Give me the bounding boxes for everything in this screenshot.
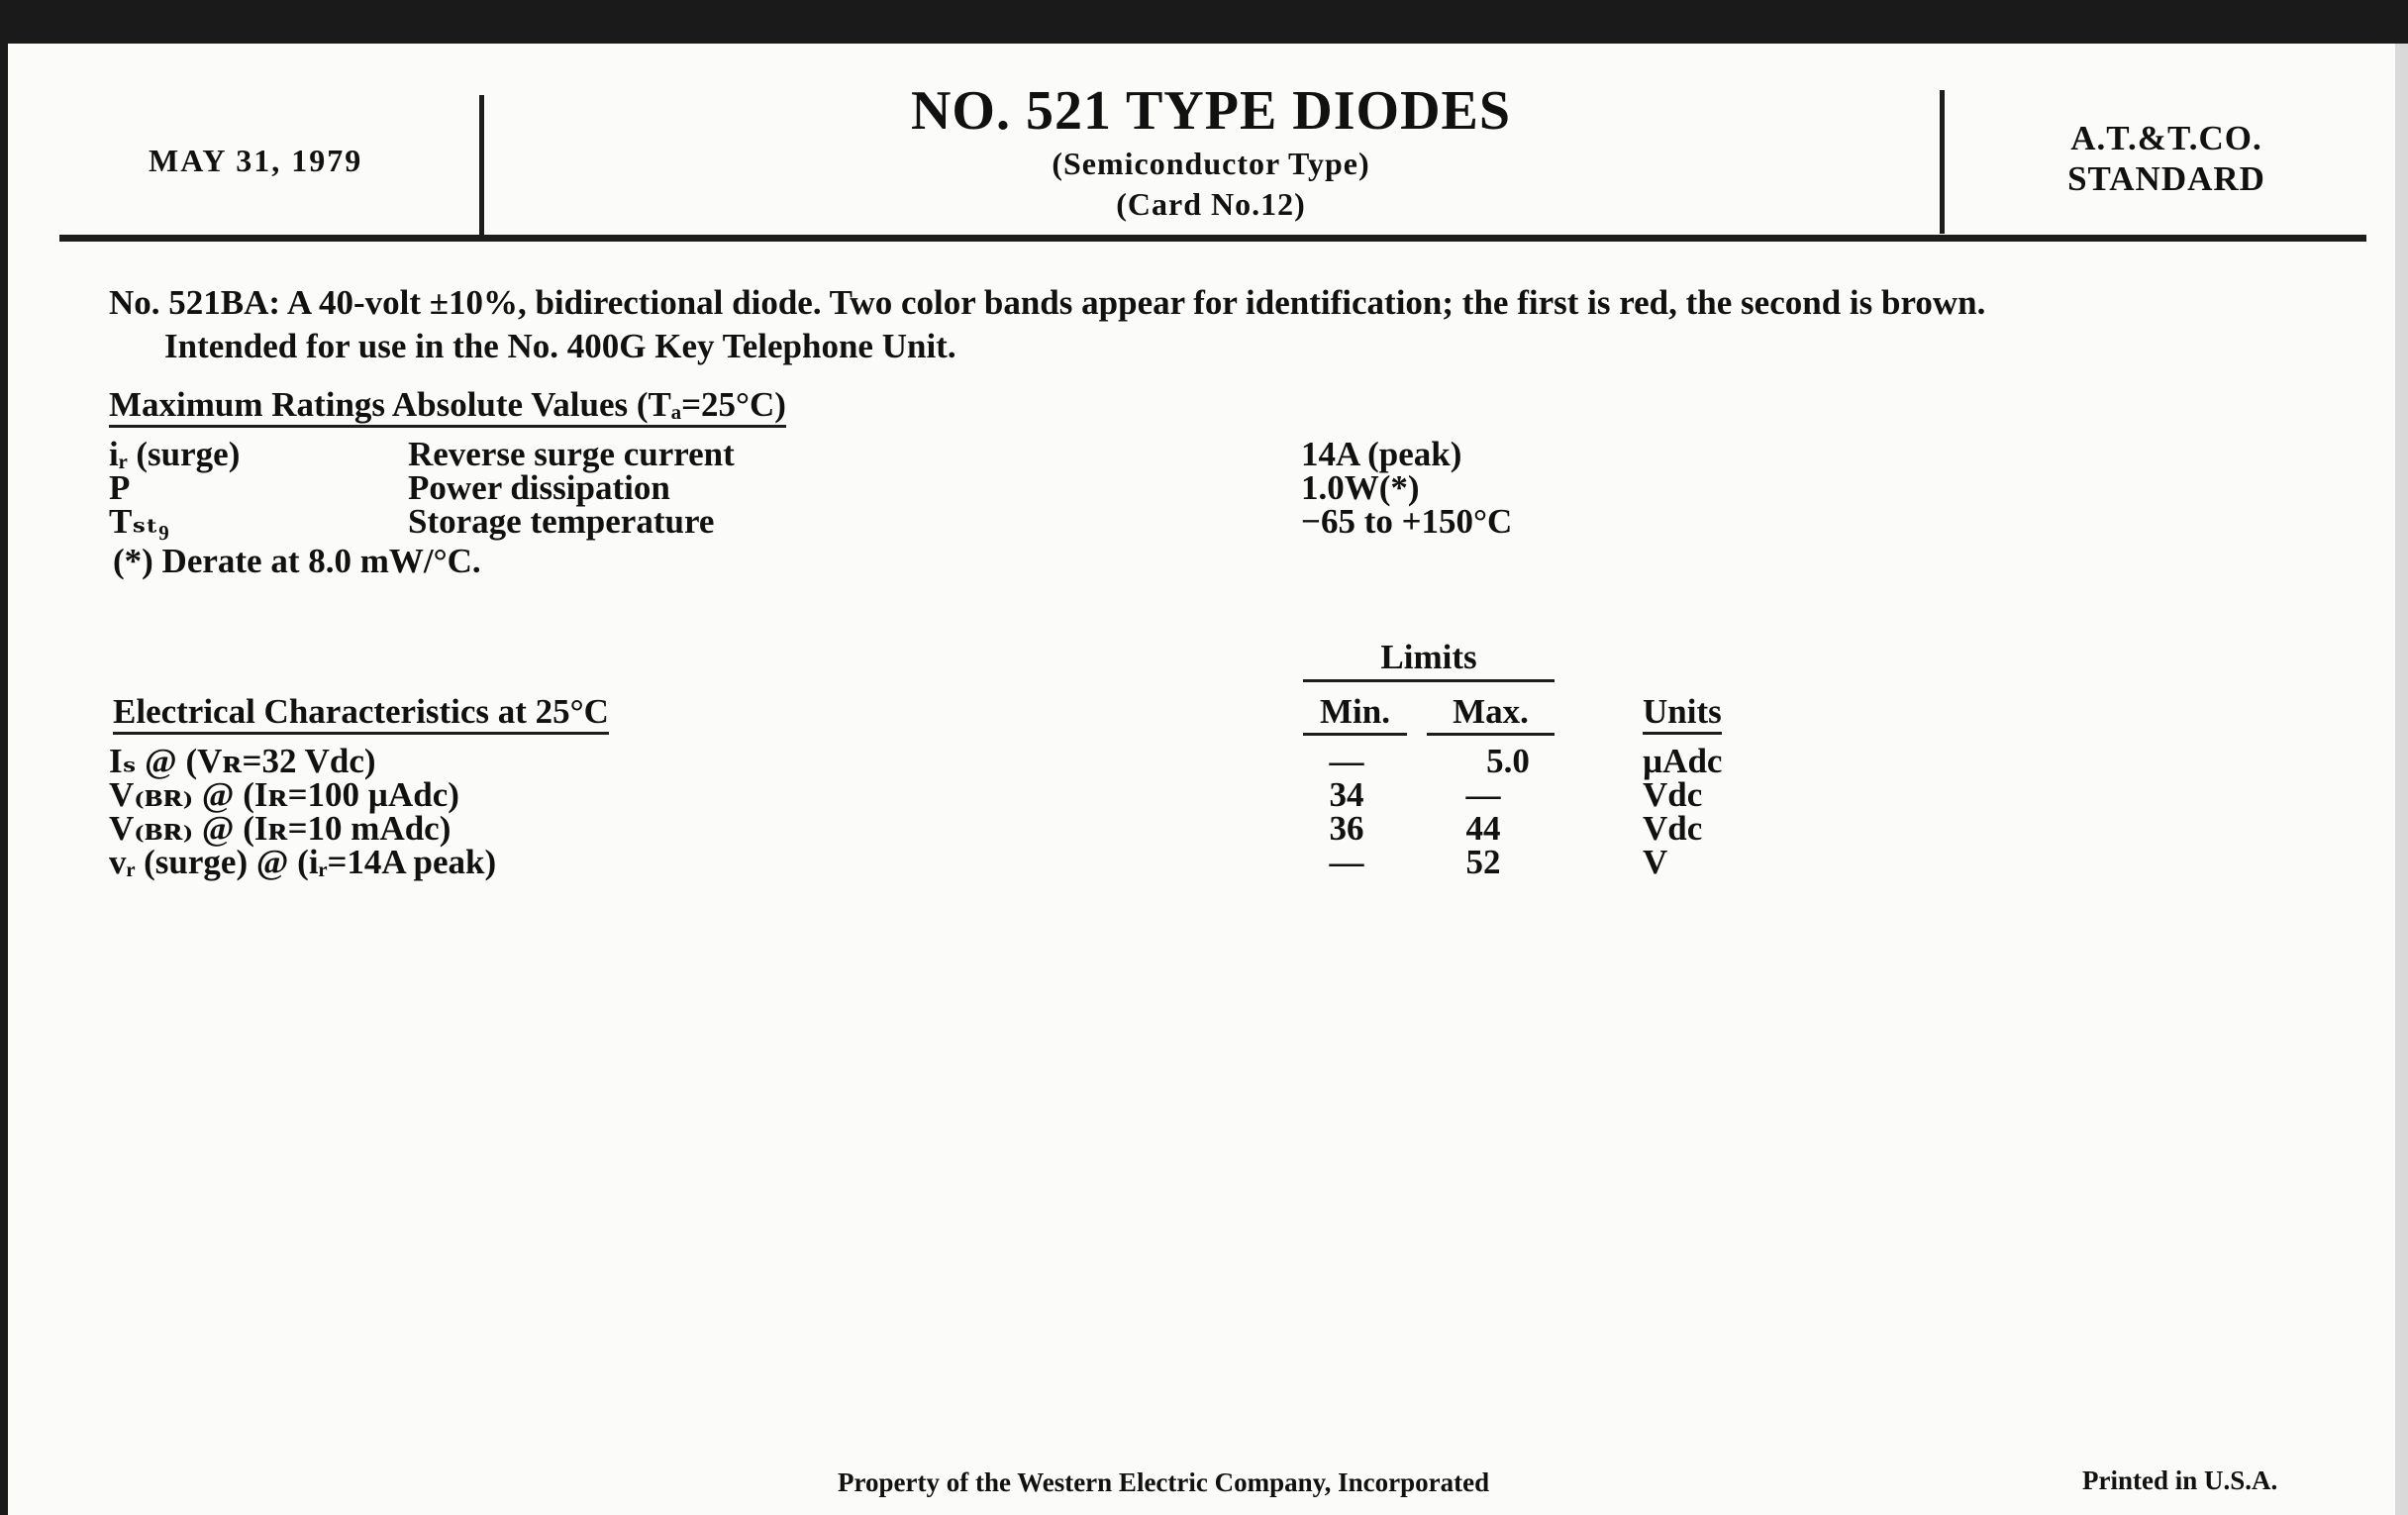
rating-name: Storage temperature <box>408 502 715 541</box>
units-value: Vdc <box>1643 809 1703 848</box>
rating-value: 1.0W(*) <box>1301 468 1420 507</box>
footer-printed: Printed in U.S.A. <box>2082 1465 2278 1495</box>
derate-note: (*) Derate at 8.0 mW/°C. <box>113 542 481 580</box>
description-line2: Intended for use in the No. 400G Key Telephone Unit. <box>164 327 956 365</box>
standard-line1: A.T.&T.CO. <box>2070 119 2262 157</box>
units-header-text: Units <box>1643 692 1722 735</box>
limits-label <box>1303 638 1555 682</box>
units-value: µAdc <box>1643 742 1723 780</box>
max-value: — <box>1465 775 1501 814</box>
min-value: 34 <box>1329 775 1364 814</box>
rating-symbol: P <box>109 468 131 507</box>
description-line1: No. 521BA: A 40-volt ±10%, bidirectional diode. Two color bands appear for identification; the first is red, the second is brown. <box>109 283 1986 322</box>
electrical-heading <box>113 692 609 732</box>
limits-label-text: Limits <box>1380 638 1477 676</box>
card-date: MAY 31, 1979 <box>149 143 363 178</box>
description <box>109 281 2347 368</box>
electrical-heading-text: Electrical Characteristics at 25°C <box>113 692 609 735</box>
units-value: Vdc <box>1643 775 1703 814</box>
rating-name: Power dissipation <box>408 468 670 507</box>
param-label: V₍ʙʀ₎ @ (Iʀ=100 µAdc) <box>109 775 459 814</box>
min-header <box>1303 692 1407 736</box>
header-rule <box>59 235 2366 242</box>
max-ratings-heading-text: Maximum Ratings Absolute Values (Tₐ=25°C) <box>109 385 786 428</box>
standard-label <box>1983 118 2350 199</box>
card-edge <box>2395 44 2408 1515</box>
units-value: V <box>1643 843 1668 881</box>
max-header <box>1427 692 1555 736</box>
min-header-text: Min. <box>1303 692 1407 736</box>
param-label: V₍ʙʀ₎ @ (Iʀ=10 mAdc) <box>109 809 452 848</box>
page-subtitle: (Semiconductor Type) <box>1052 146 1370 181</box>
param-label: vᵣ (surge) @ (iᵣ=14A peak) <box>109 843 497 881</box>
min-value: 36 <box>1329 809 1364 848</box>
rating-value: 14A (peak) <box>1301 435 1462 473</box>
rating-symbol: iᵣ (surge) <box>109 435 241 473</box>
max-value: 52 <box>1465 843 1501 881</box>
limits-rule <box>1303 679 1555 682</box>
standard-line2: STANDARD <box>2067 159 2265 198</box>
footer-property: Property of the Western Electric Company, Incorporated <box>838 1467 1490 1497</box>
rating-symbol: Tₛₜ₉ <box>109 502 169 541</box>
rating-name: Reverse surge current <box>408 435 735 473</box>
max-value: 5.0 <box>1486 742 1530 780</box>
max-ratings-heading <box>109 385 786 425</box>
title-block <box>468 78 1954 225</box>
units-header <box>1643 692 1722 732</box>
header-divider-right <box>1940 90 1945 234</box>
rating-value: −65 to +150°C <box>1301 502 1513 541</box>
page-title: NO. 521 TYPE DIODES <box>910 80 1512 142</box>
card-number: (Card No.12) <box>1116 186 1306 222</box>
min-value: — <box>1329 742 1364 780</box>
min-value: — <box>1329 843 1364 881</box>
param-label: Iₛ @ (Vʀ=32 Vdc) <box>109 742 376 780</box>
max-value: 44 <box>1465 809 1501 848</box>
data-card <box>8 44 2395 1515</box>
max-header-text: Max. <box>1427 692 1555 736</box>
